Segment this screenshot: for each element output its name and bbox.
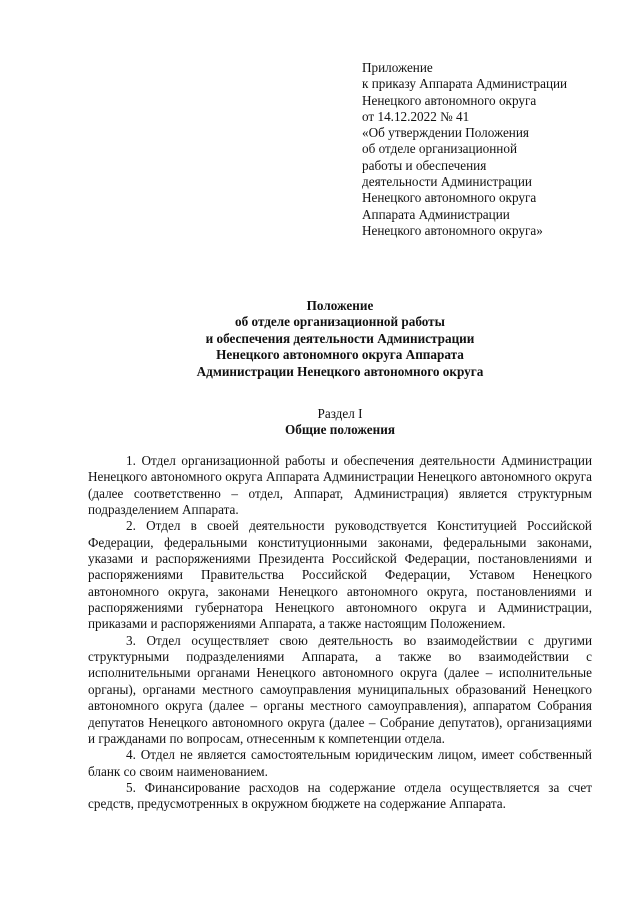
paragraph-1: 1. Отдел организационной работы и обеспечения деятельности Администрации Ненецкого автономного округа Аппарата Администрации Ненецкого автономного округа (далее соответственно – отдел, Аппарат, Администрация) является структурным подразделением Аппарата. [88,453,592,518]
title-line: Положение [306,298,374,313]
appendix-line: «Об утверждении Положения [362,125,529,141]
section-title: Общие положения [285,422,395,438]
appendix-line: работы и обеспечения [362,157,487,173]
appendix-line: Приложение [362,60,433,75]
appendix-line: Ненецкого автономного округа [362,190,537,206]
section-heading [88,406,592,439]
document-body [88,453,592,813]
appendix-line: об отделе организационной [362,141,518,157]
section-label: Раздел I [317,406,363,421]
appendix-line: от 14.12.2022 № 41 [362,108,470,124]
title-line: и обеспечения деятельности Администрации [205,330,475,346]
title-line: Администрации Ненецкого автономного округа [196,363,484,379]
appendix-line: деятельности Администрации [362,174,532,190]
appendix-line: Ненецкого автономного округа [362,92,537,108]
appendix-line: к приказу Аппарата Администрации [362,76,568,92]
appendix-line: Аппарата Администрации [362,206,510,222]
paragraph-4: 4. Отдел не является самостоятельным юридическим лицом, имеет собственный бланк со своим наименованием. [88,747,592,779]
paragraph-5: 5. Финансирование расходов на содержание отдела осуществляется за счет средств, предусмотренных в окружном бюджете на содержание Аппарата. [88,779,592,812]
appendix-header [362,60,622,239]
paragraph-2: 2. Отдел в своей деятельности руководствуется Конституцией Российской Федерации, федеральными конституционными законами, федеральными законами, указами и распоряжениями Президента Российской Федерации, постановлениями и распоряжениями Правительства Российской Федерации, Уставом Ненецкого автономного округа, законами Ненецкого автономного округа, постановлениями и распоряжениями губернатора Ненецкого автономного округа и Администрации, приказами и распоряжениями Аппарата, а также настоящим Положением. [88,518,592,632]
document-title [88,298,592,380]
title-line: Ненецкого автономного округа Аппарата [216,347,464,363]
title-line: об отделе организационной работы [235,314,445,330]
appendix-line: Ненецкого автономного округа» [362,222,543,238]
paragraph-3: 3. Отдел осуществляет свою деятельность во взаимодействии с другими структурными подразделениями Аппарата, а также во взаимодействии с исполнительными органами Ненецкого автономного округа (далее – исполнительные органы), органами местного самоуправления муниципальных образований Ненецкого автономного округа (далее – органы местного самоуправления), аппаратом Собрания депутатов Ненецкого автономного округа (далее – Собрание депутатов), организациями и гражданами по вопросам, отнесенным к компетенции отдела. [88,632,592,746]
